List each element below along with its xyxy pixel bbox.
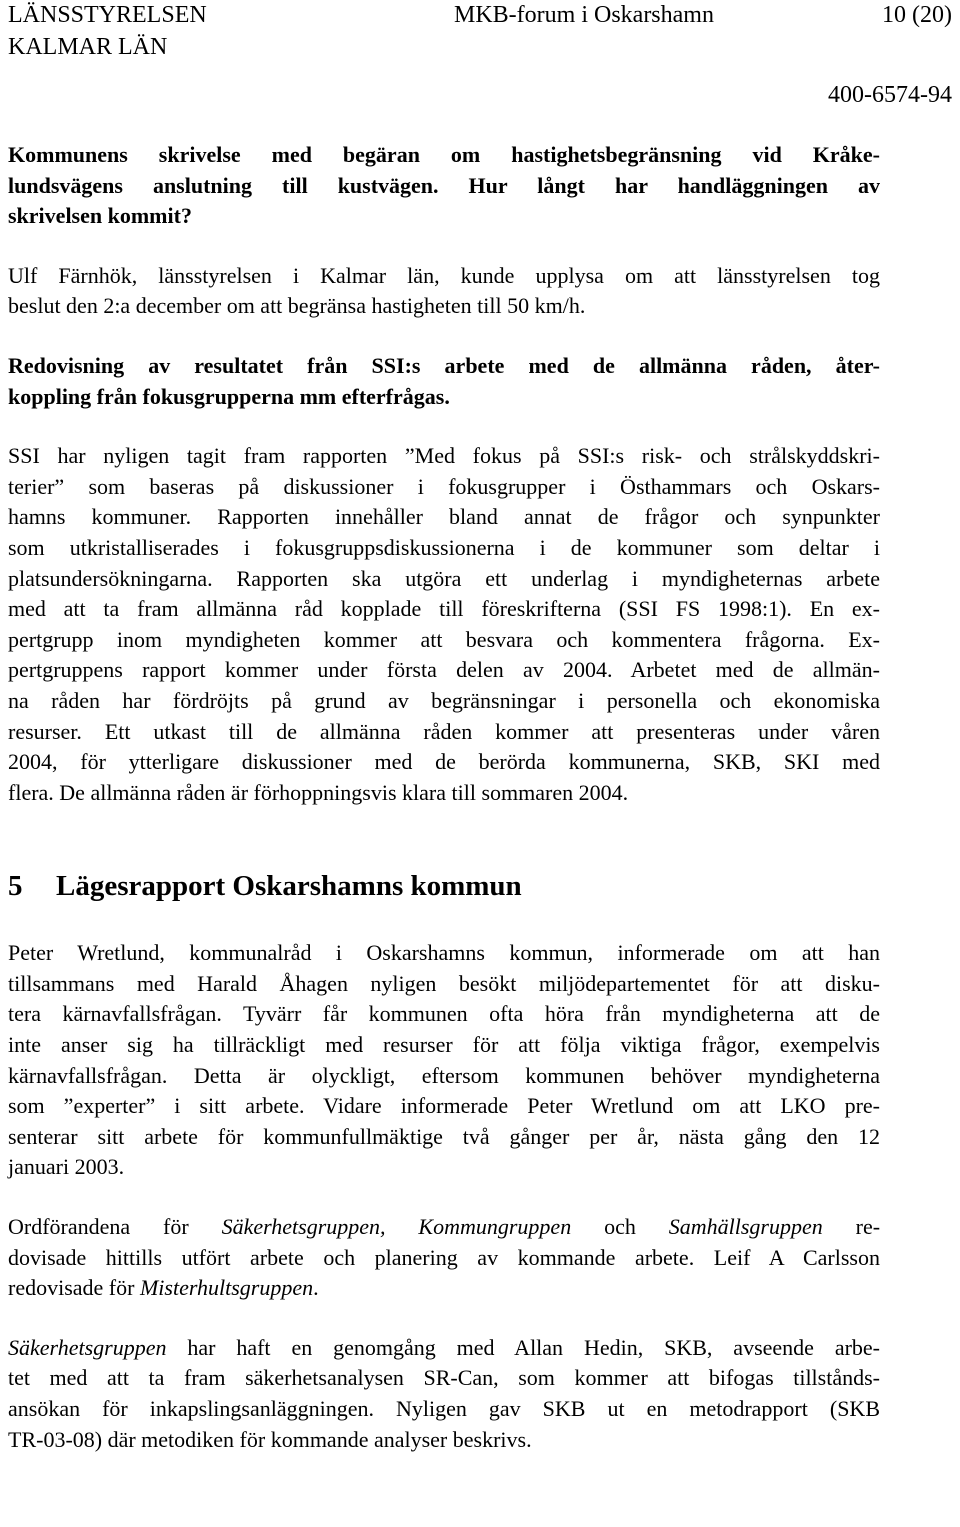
text-line: lundsvägens anslutning till kustvägen. Hur långt har handläggningen av (8, 172, 880, 198)
text-line: pertgruppens rapport kommer under första delen av 2004. Arbetet med de allmän- (8, 657, 880, 683)
text-line: kärnavfallsfrågan. Detta är olyckligt, eftersom kommunen behöver myndigheterna (8, 1062, 880, 1088)
text-line: hamns kommuner. Rapporten innehåller bland annat de frågor och synpunkter (8, 504, 880, 530)
text-line: tera kärnavfallsfrågan. Tyvärr får kommunen ofta höra från myndigheterna att de (8, 1001, 880, 1027)
text-line: dovisade hittills utfört arbete och planering av kommande arbete. Leif A Carlsson (8, 1244, 880, 1270)
text-line: terier” som baseras på diskussioner i fokusgrupper i Östhammars och Oskars- (8, 473, 880, 499)
text-line: med att ta fram allmänna råd kopplade till föreskrifterna (SSI FS 1998:1). En ex- (8, 596, 880, 622)
text-line: na råden har fördröjts på grund av begränsningar i personella och ekonomiska (8, 687, 880, 713)
text-line: som utkristalliserades i fokusgruppsdiskussionerna i de kommuner som deltar i (8, 534, 880, 560)
text-fragment: re- (822, 1214, 881, 1240)
text-fragment: redovisade för (8, 1275, 140, 1301)
question-ssi (8, 351, 880, 412)
text-line: Redovisning av resultatet från SSI:s arbete med de allmänna råden, åter- (8, 352, 880, 378)
text-fragment: . (313, 1275, 319, 1301)
text-line: Kommunens skrivelse med begäran om hastighetsbegränsning vid Kråke- (8, 142, 880, 167)
text-line (8, 1333, 880, 1364)
text-line: SSI har nyligen tagit fram rapporten ”Med fokus på SSI:s risk- och strålskyddskri- (8, 443, 880, 469)
text-line: Peter Wretlund, kommunalråd i Oskarshamns kommun, informerade om att han (8, 940, 880, 966)
text-line: tet med att ta fram säkerhetsanalysen SR-Can, som kommer att bifogas tillstånds- (8, 1365, 880, 1391)
text-fragment: har haft en genomgång med Allan Hedin, SKB, avseende arbe- (166, 1334, 880, 1360)
group-name: Samhällsgruppen (668, 1214, 823, 1240)
text-line: TR-03-08) där metodiken för kommande analyser beskrivs. (8, 1426, 532, 1452)
text-fragment: Ordförandena för (8, 1214, 222, 1240)
group-name: Säkerhetsgruppen, Kommungruppen (221, 1214, 572, 1240)
text-line: tillsammans med Harald Åhagen nyligen besökt miljödepartementet för att disku- (8, 970, 880, 996)
text-line: inte anser sig ha tillräckligt med resurser för att följa viktiga frågor, exempelvis (8, 1032, 880, 1058)
text-line: skrivelsen kommit? (8, 203, 192, 229)
text-line: pertgrupp inom myndigheten kommer att besvara och kommentera frågorna. Ex- (8, 626, 880, 652)
header-page-number: 10 (20) (882, 2, 952, 28)
text-line: platsundersökningarna. Rapporten ska utgöra ett underlag i myndigheternas arbete (8, 565, 880, 591)
section-number: 5 (8, 870, 23, 903)
text-line: resurser. Ett utkast till de allmänna råden kommer att presenteras under våren (8, 718, 880, 744)
question-speed-limit (8, 140, 880, 232)
header-forum: MKB-forum i Oskarshamn (454, 2, 714, 28)
answer-ssi (8, 441, 880, 808)
text-line: flera. De allmänna råden är förhoppningsvis klara till sommaren 2004. (8, 779, 629, 805)
text-line (8, 1212, 880, 1243)
group-name: Misterhultsgruppen (139, 1275, 314, 1301)
header-org-line1: LÄNSSTYRELSEN (8, 2, 207, 28)
document-body (8, 140, 880, 1455)
text-line: som ”experter” i sitt arbete. Vidare informerade Peter Wretlund om att LKO pre- (8, 1093, 880, 1119)
section-title: Lägesrapport Oskarshamns kommun (56, 870, 522, 903)
text-line: senterar sitt arbete för kommunfullmäktige två gånger per år, nästa gång den 12 (8, 1123, 880, 1149)
paragraph-wretlund (8, 938, 880, 1183)
group-name: Säkerhetsgruppen (8, 1334, 167, 1360)
text-line: Ulf Färnhök, länsstyrelsen i Kalmar län, kunde upplysa om att länsstyrelsen tog (8, 262, 880, 288)
header-org-line2: KALMAR LÄN (8, 34, 168, 60)
text-line: ansökan för inkapslingsanläggningen. Nyligen gav SKB ut en metodrapport (SKB (8, 1396, 880, 1421)
text-line: 2004, för ytterligare diskussioner med de berörda kommunerna, SKB, SKI med (8, 749, 880, 775)
text-line (8, 1273, 880, 1304)
text-line: beslut den 2:a december om att begränsa hastigheten till 50 km/h. (8, 293, 586, 319)
header-reference: 400-6574-94 (828, 82, 952, 108)
section-heading (8, 868, 880, 904)
text-fragment: och (571, 1214, 669, 1240)
text-line: januari 2003. (8, 1154, 125, 1180)
paragraph-safety-group (8, 1333, 880, 1455)
answer-speed-limit (8, 261, 880, 322)
text-line: koppling från fokusgrupperna mm efterfrågas. (8, 383, 450, 409)
paragraph-chairs (8, 1212, 880, 1304)
